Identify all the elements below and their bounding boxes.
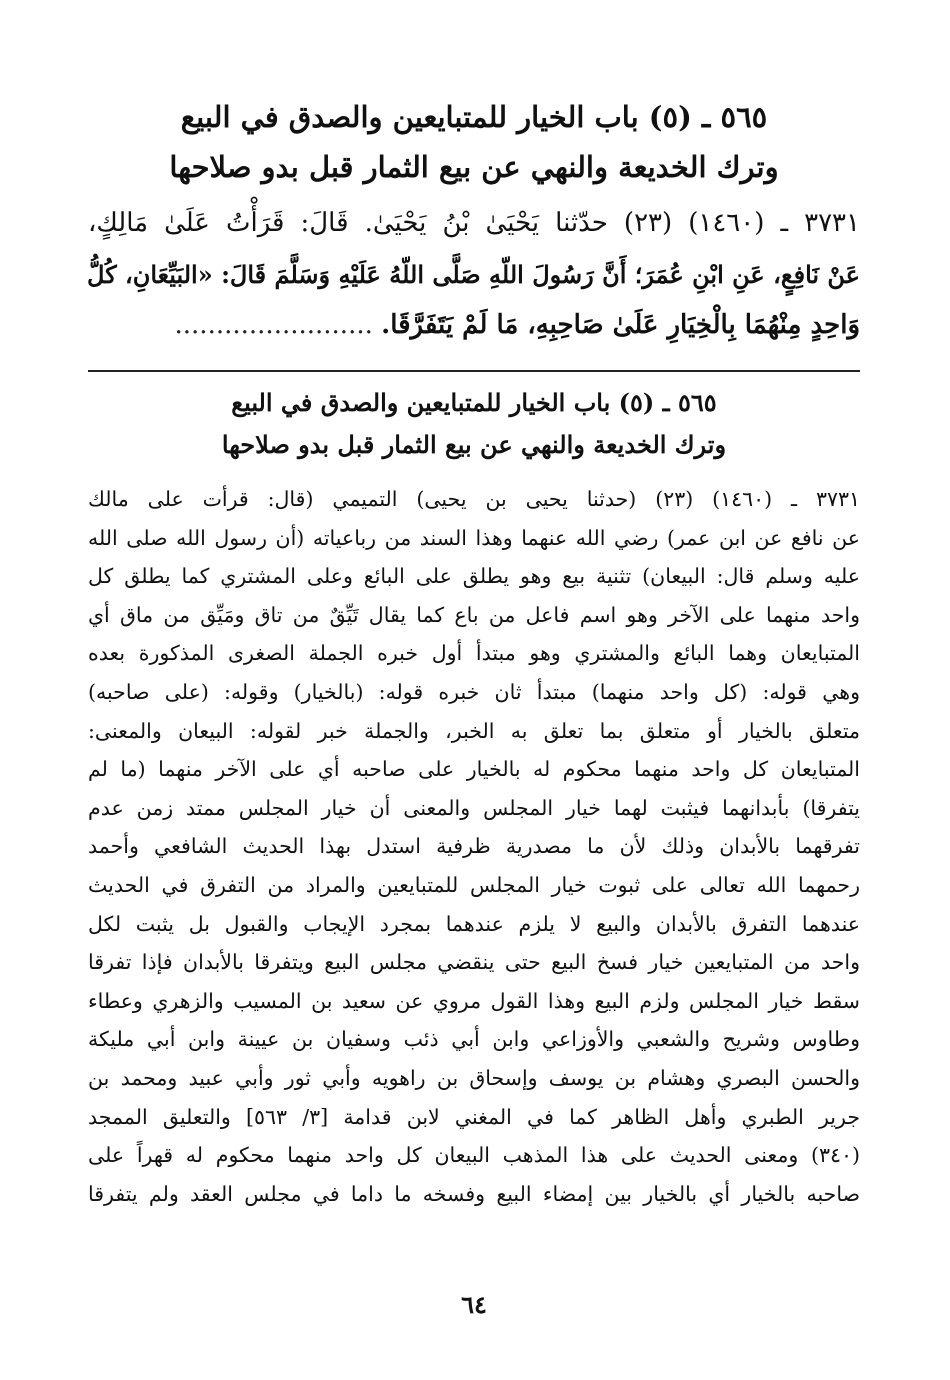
commentary-line: واحد من المتبايعين خيار فسخ البيع حتى ينقضي مجلس البيع ويتفرقا بالأبدان فإذا تفرقا xyxy=(88,950,860,975)
commentary-title xyxy=(88,382,860,466)
chapter-title xyxy=(88,92,860,192)
commentary-line: صاحبه بالخيار أي بالخيار بين إمضاء البيع وفسخه ما داما في مجلس العقد ولم يتفرقا xyxy=(88,1181,860,1206)
commentary-line: المتبايعان كل واحد منهما محكوم له بالخيار على صاحبه أي على الآخر منهما (ما لم xyxy=(88,757,860,782)
hadith-line-3-text: وَاحِدٍ مِنْهُمَا بِالْخِيَارِ عَلَىٰ صَاحِبِهِ، مَا لَمْ يَتَفَرَّقَا. xyxy=(381,310,860,340)
commentary-line: وهي قوله: (كل واحد منهما) مبتدأ ثان خبره قوله: (بالخيار) وقوله: (على صاحبه) xyxy=(88,679,860,704)
hadith-line-2: عَنْ نَافِعٍ، عَنِ ابْنِ عُمَرَ؛ أَنَّ رَسُولَ اللّهِ صَلَّى اللّهُ عَلَيْهِ وَسَلَّمَ قَالَ: «البَيِّعَانِ، كُلُّ xyxy=(87,260,860,289)
hadith-continuation-dots: ........................ xyxy=(174,310,373,340)
commentary-title-line-1: ٥٦٥ ـ (٥) باب الخيار للمتبايعين والصدق في البيع xyxy=(231,388,717,417)
commentary-line: المتبايعان وهما البائع والمشتري وهو مبتدأ أول خبره الجملة الصغرى المذكورة بعده xyxy=(88,641,860,666)
commentary-line: عليه وسلم قال: البيعان) تثنية بيع وهو يطلق على البائع وعلى المشتري كما يطلق كل xyxy=(88,564,860,589)
commentary-line: ٣٧٣١ ـ (١٤٦٠) (٢٣) (حدثنا يحيى بن يحيى) التميمي (قال: قرأت على مالك xyxy=(88,487,860,511)
commentary-title-line-2: وترك الخديعة والنهي عن بيع الثمار قبل بدو صلاحها xyxy=(221,430,727,459)
page-number: ٦٤ xyxy=(461,1290,487,1319)
commentary-line: يتفرقا) بأبدانهما فيثبت لهما خيار المجلس والمعنى أن خيار المجلس ممتد زمن عدم xyxy=(88,795,860,820)
commentary-line: واحد منهما على الآخر وهو اسم فاعل من باع كما يقال تَيِّقٌ من تاق ومَيِّق من ماق أي xyxy=(88,602,860,627)
commentary-line: عن نافع عن ابن عمر) رضي الله عنهما وهذا السند من رباعياته (أن رسول الله صلى الله xyxy=(88,525,860,550)
section-divider xyxy=(88,370,860,372)
commentary-line: رحمهما الله تعالى على ثبوت خيار المجلس للمتبايعين والمراد من التفرق في الحديث xyxy=(88,872,860,897)
commentary-line: عندهما التفرق بالأبدان والبيع لا يلزم عندهما بمجرد الإيجاب والقبول بل يثبت لكل xyxy=(88,911,860,936)
book-page xyxy=(88,92,860,1352)
chapter-title-line-2: وترك الخديعة والنهي عن بيع الثمار قبل بدو صلاحها xyxy=(169,150,779,184)
commentary-line: وطاوس وشريح والشعبي والأوزاعي وابن أبي ذئب وسفيان بن عيينة وابن أبي مليكة xyxy=(88,1027,860,1052)
hadith-text xyxy=(88,198,860,351)
commentary-line: جرير الطبري وأهل الظاهر كما في المغني لابن قدامة [٣/ ٥٦٣] والتعليق الممجد xyxy=(88,1104,860,1129)
chapter-title-line-1: ٥٦٥ ـ (٥) باب الخيار للمتبايعين والصدق في البيع xyxy=(180,100,768,134)
commentary-line: والحسن البصري وهشام بن يوسف وإسحاق بن راهويه وأبي ثور وأبي عبيد ومحمد بن xyxy=(88,1065,860,1090)
commentary-line: (٣٤٠) ومعنى الحديث على هذا المذهب البيعان كل واحد منهما محكوم له قهراً على xyxy=(88,1143,860,1168)
commentary-line: تفرقهما بالأبدان وذلك لأن ما مصدرية ظرفية استدل بهذا الحديث الشافعي وأحمد xyxy=(88,834,860,859)
commentary-body xyxy=(88,480,860,1213)
commentary-line: متعلق بالخيار أو متعلق بما تعلق به الخبر، والجملة خبر لقوله: البيعان والمعنى: xyxy=(88,718,860,743)
hadith-line-1: ٣٧٣١ ـ (١٤٦٠) (٢٣) حدّثنا يَحْيَىٰ بْنُ يَحْيَىٰ. قَالَ: قَرَأْتُ عَلَىٰ مَالِكٍ، xyxy=(88,208,860,238)
commentary-line: سقط خيار المجلس ولزم البيع وهذا القول مروي عن سعيد بن المسيب والزهري وعطاء xyxy=(88,988,860,1013)
hadith-line-3 xyxy=(88,300,860,351)
